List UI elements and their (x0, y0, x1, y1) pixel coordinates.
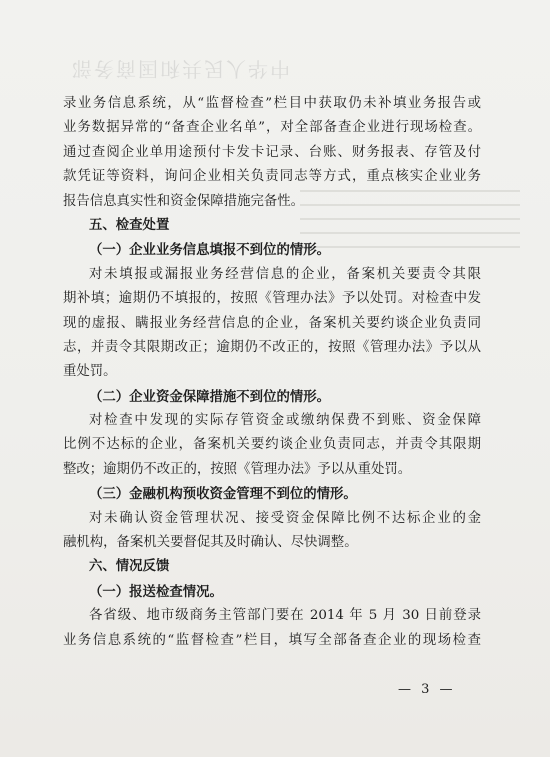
paragraph-last-line: 重处罚。 (63, 364, 117, 380)
body-text-line: 志，并责令其限期改正；逾期仍不改正的，按照《管理办法》予以从 (63, 339, 481, 355)
body-text-line: 业务信息系统的“监督检查”栏目，填写全部备查企业的现场检查 (63, 632, 481, 648)
body-text-line: 录业务信息系统，从“监督检查”栏目中获取仍未补填业务报告或 (63, 96, 481, 111)
body-text-line: 现的虚报、瞒报业务经营信息的企业，备案机关要约谈企业负责同 (63, 315, 481, 331)
body-text-line: 业务数据异常的“备查企业名单”，对全部备查企业进行现场检查。 (63, 120, 481, 136)
paragraph-first-line: 对未确认资金管理状况、接受资金保障比例不达标企业的金 (89, 510, 481, 526)
page-number: — 3 — (398, 682, 456, 697)
subsection-heading: （三）金融机构预收资金管理不到位的情形。 (89, 486, 357, 503)
paragraph-last-line: 报告信息真实性和资金保障措施完备性。 (63, 193, 305, 209)
body-text-line: 通过查阅企业单用途预付卡发卡记录、台账、财务报表、存管及付 (63, 144, 481, 160)
paragraph-last-line: 整改；逾期仍不改正的，按照《管理办法》予以从重处罚。 (63, 461, 412, 477)
body-text-line: 期补填；逾期仍不填报的，按照《管理办法》予以处罚。对检查中发 (63, 291, 481, 307)
subsection-heading: （一）企业业务信息填报不到位的情形。 (89, 242, 331, 259)
section-heading: 五、检查处置 (89, 217, 170, 233)
body-text-line: 比例不达标的企业，备案机关要约谈企业负责同志，并责令其限期 (63, 437, 481, 453)
paragraph-first-line: 对检查中发现的实际存管资金或缴纳保费不到账、资金保障 (89, 413, 481, 429)
reverse-side-show-through: 中华人民共和国商务部 (70, 57, 290, 81)
section-heading: 六、情况反馈 (89, 559, 170, 575)
subsection-heading: （一）报送检查情况。 (89, 583, 223, 600)
document-body (63, 92, 481, 653)
paragraph-last-line: 融机构，备案机关要督促其及时确认、尽快调整。 (63, 535, 358, 551)
paragraph-first-line: 对未填报或漏报业务经营信息的企业，备案机关要责令其限 (89, 266, 481, 282)
paragraph-first-line: 各省级、地市级商务主管部门要在 2014 年 5 月 30 日前登录 (89, 608, 481, 624)
subsection-heading: （二）企业资金保障措施不到位的情形。 (89, 388, 331, 405)
body-text-line: 款凭证等资料，询问企业相关负责同志等方式，重点核实企业业务 (63, 169, 481, 185)
